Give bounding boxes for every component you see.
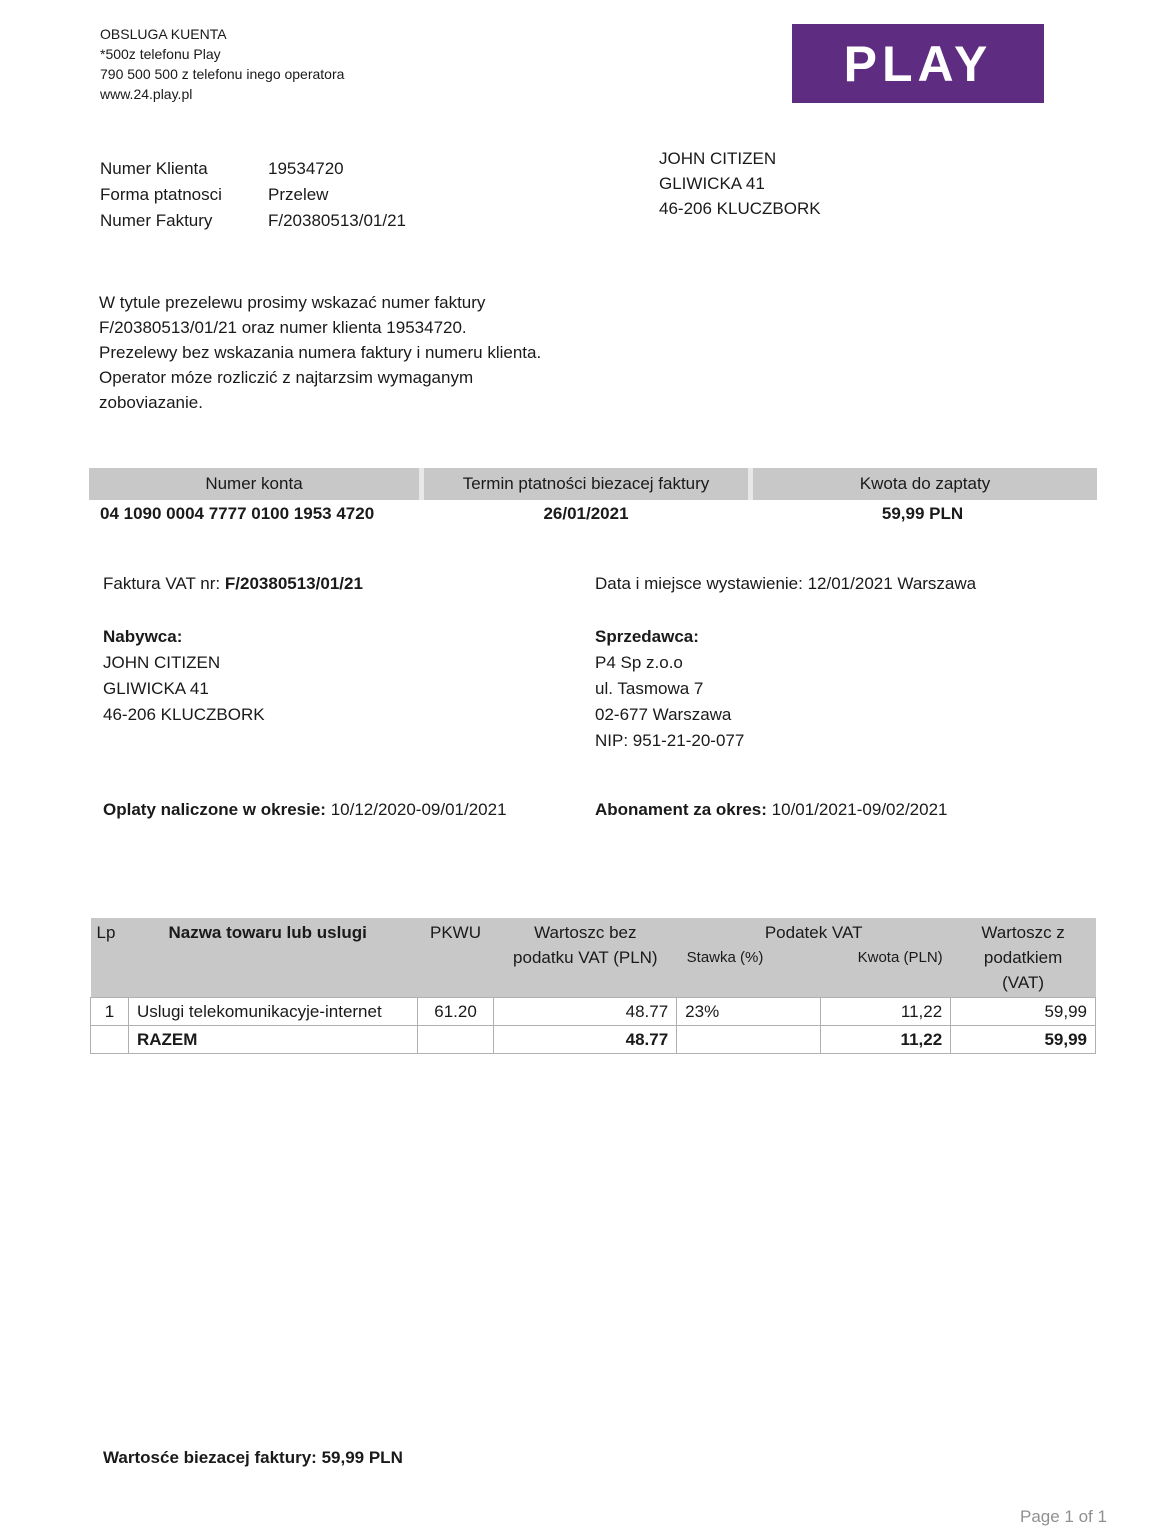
row-vat-amount: 11,22 [821, 998, 951, 1026]
seller-name: P4 Sp z.o.o [595, 653, 683, 672]
amount-due-header: Kwota do zaptaty [859, 474, 991, 493]
client-number-label: Numer Klienta [100, 159, 208, 178]
account-number-header: Numer konta [205, 474, 303, 493]
note-line: Prezelewy bez wskazania numera faktury i numeru klienta. [99, 343, 542, 362]
client-number-row [100, 156, 406, 182]
total-row-empty [91, 1026, 129, 1054]
invoice-total-value: 59,99 PLN [321, 1448, 403, 1467]
note-line: F/20380513/01/21 oraz numer klienta 19534720. [99, 318, 467, 337]
subscription-period-label: Abonament za okres: [595, 800, 767, 819]
seller-nip: NIP: 951-21-20-077 [595, 731, 745, 750]
invoice-items-table [90, 918, 1096, 1054]
vat-invoice-label: Faktura VAT nr: [103, 574, 221, 593]
subscription-period-value: 10/01/2021-09/02/2021 [771, 800, 948, 819]
item-name-header: Nazwa towaru lub uslugi [128, 918, 417, 998]
payment-form-row [100, 182, 406, 208]
row-pkwu: 61.20 [417, 998, 494, 1026]
gross-value-header-line: (VAT) [1002, 973, 1045, 992]
buyer-label: Nabywca: [103, 627, 183, 646]
transfer-note [99, 290, 619, 415]
recipient-city: 46-206 KLUCZBORK [659, 199, 821, 218]
net-value-header-line: podatku VAT (PLN) [513, 948, 658, 967]
row-gross-value: 59,99 [951, 998, 1096, 1026]
logo-text: PLAY [843, 35, 993, 92]
buyer-block [103, 624, 265, 728]
invoice-total-label: Wartosće biezacej faktury: [103, 1448, 317, 1467]
gross-value-header-line: Wartoszc z [981, 923, 1065, 942]
note-line: zoboviazanie. [99, 393, 203, 412]
payment-form-value: Przelew [268, 185, 329, 204]
vat-invoice-value: F/20380513/01/21 [224, 574, 363, 593]
note-line: W tytule prezelewu prosimy wskazać numer faktury [99, 293, 486, 312]
issue-date-place [595, 574, 976, 594]
vat-invoice-number [103, 574, 363, 594]
gross-value-header [951, 918, 1096, 998]
vat-header-label: Podatek VAT [764, 923, 863, 942]
vat-header [677, 918, 951, 998]
total-gross-value: 59,99 [951, 1026, 1096, 1054]
total-row-empty [677, 1026, 821, 1054]
total-row-empty [417, 1026, 494, 1054]
contact-website: www.24.play.pl [100, 86, 193, 102]
row-net-value: 48.77 [494, 998, 677, 1026]
vat-rate-header: Stawka (%) [686, 949, 764, 966]
note-line: Operator móze rozliczić z najtarzsim wymaganym [99, 368, 474, 387]
seller-street: ul. Tasmowa 7 [595, 679, 704, 698]
invoice-number-label: Numer Faktury [100, 211, 213, 230]
recipient-street: GLIWICKA 41 [659, 174, 765, 193]
net-value-header [494, 918, 677, 998]
charges-period-label: Oplaty naliczone w okresie: [103, 800, 326, 819]
charges-period-value: 10/12/2020-09/01/2021 [330, 800, 507, 819]
net-value-header-line: Wartoszc bez [534, 923, 637, 942]
subscription-period [595, 800, 948, 820]
vat-subheaders [677, 945, 951, 970]
row-lp: 1 [91, 998, 129, 1026]
row-item-name: Uslugi telekomunikacyje-internet [128, 998, 417, 1026]
table-header-row [91, 918, 1096, 998]
recipient-name: JOHN CITIZEN [659, 149, 777, 168]
total-row [91, 1026, 1096, 1054]
buyer-name: JOHN CITIZEN [103, 653, 221, 672]
client-number-value: 19534720 [268, 159, 344, 178]
issue-value: 12/01/2021 Warszawa [807, 574, 977, 593]
total-vat-amount: 11,22 [821, 1026, 951, 1054]
contact-line: 790 500 500 z telefonu inego operatora [100, 66, 345, 82]
total-net-value: 48.77 [494, 1026, 677, 1054]
contact-line: OBSLUGA KUENTA [100, 26, 227, 42]
page-number: Page 1 of 1 [1020, 1507, 1107, 1526]
payment-form-label: Forma ptatnosci [100, 185, 222, 204]
account-number-value: 04 1090 0004 7777 0100 1953 4720 [100, 504, 375, 523]
due-date-value: 26/01/2021 [543, 504, 629, 523]
charges-period [103, 800, 507, 820]
contact-line: *500z telefonu Play [100, 46, 221, 62]
buyer-city: 46-206 KLUCZBORK [103, 705, 265, 724]
buyer-street: GLIWICKA 41 [103, 679, 209, 698]
seller-label: Sprzedawca: [595, 627, 699, 646]
vat-amount-header: Kwota (PLN) [857, 949, 943, 966]
table-row [91, 998, 1096, 1026]
lp-header: Lp [91, 918, 129, 998]
payment-values [89, 501, 1097, 527]
invoice-number-value: F/20380513/01/21 [268, 211, 407, 230]
play-logo [792, 24, 1044, 103]
invoice-total [103, 1448, 403, 1468]
pkwu-header: PKWU [417, 918, 494, 998]
recipient-address [659, 146, 821, 221]
due-date-header: Termin ptatności biezacej faktury [462, 474, 710, 493]
amount-due-value: 59,99 PLN [881, 504, 964, 523]
invoice-number-row [100, 208, 406, 234]
row-vat-rate: 23% [677, 998, 821, 1026]
customer-info [100, 156, 406, 234]
customer-service-contact [100, 24, 344, 104]
total-label: RAZEM [128, 1026, 417, 1054]
seller-block [595, 624, 744, 754]
gross-value-header-line: podatkiem [983, 948, 1063, 967]
seller-city: 02-677 Warszawa [595, 705, 732, 724]
issue-label: Data i miejsce wystawienie: [595, 574, 803, 593]
payment-header [89, 468, 1097, 500]
